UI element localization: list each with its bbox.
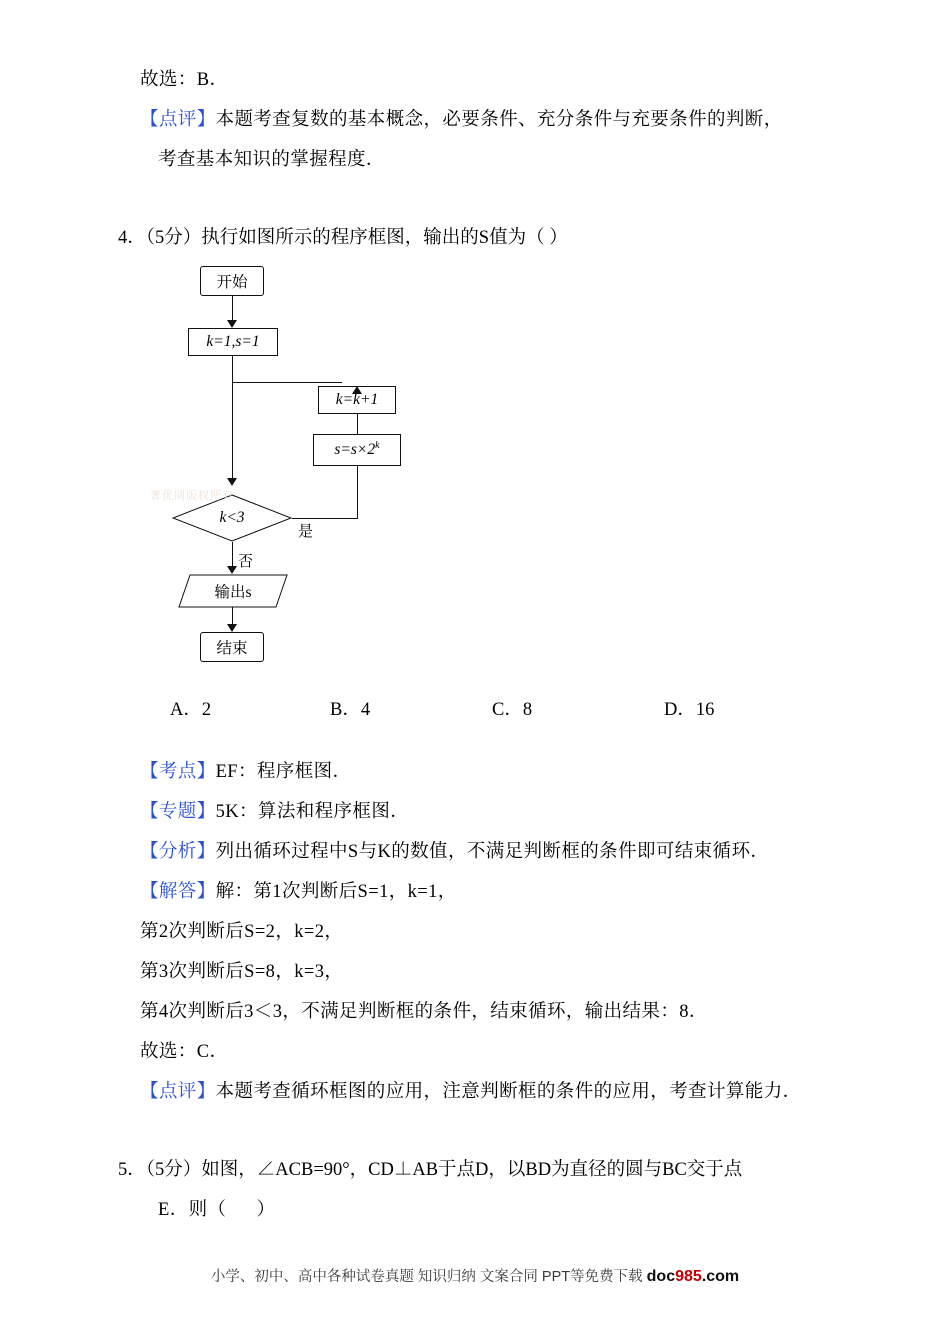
dianping-text: 本题考查循环框图的应用，注意判断框的条件的应用，考查计算能力． bbox=[215, 1082, 802, 1102]
flow-assign-exponent: k bbox=[375, 440, 380, 452]
flow-line-junction bbox=[232, 382, 342, 383]
comment-text-1: 本题考查复数的基本概念，必要条件、充分条件与充要条件的判断， bbox=[215, 110, 783, 130]
q4-choice-a[interactable]: A．2 bbox=[170, 700, 212, 720]
flow-no-label: 否 bbox=[238, 554, 254, 570]
prev-comment-line bbox=[140, 100, 810, 140]
q5-number: 5． bbox=[118, 1160, 146, 1180]
jieda-tag: 【解答】 bbox=[140, 882, 216, 902]
q4-jieda-line-2: 第2次判断后S=2，k=2， bbox=[140, 922, 344, 942]
q4-jieda-line-4: 第4次判断后3＜3，不满足判断框的条件，结束循环，输出结果：8． bbox=[140, 1002, 708, 1022]
gap-before-q5 bbox=[140, 1112, 810, 1150]
flow-output-wrap bbox=[178, 574, 288, 608]
footer-brand[interactable] bbox=[647, 1268, 740, 1285]
q4-fenxi-line bbox=[140, 832, 810, 872]
flow-arrow-up-inc bbox=[352, 386, 362, 394]
flow-yes-label: 是 bbox=[298, 524, 314, 540]
q4-kaodian-line bbox=[140, 752, 810, 792]
fenxi-text: 列出循环过程中S与K的数值，不满足判断框的条件即可结束循环． bbox=[215, 842, 770, 862]
q4-number: 4． bbox=[118, 228, 146, 248]
flow-assign-label: $s=s\times 2^k$ bbox=[334, 440, 380, 459]
dianping-tag: 【点评】 bbox=[140, 1082, 216, 1102]
zhuanti-text: 5K：算法和程序框图． bbox=[215, 802, 410, 822]
q4-choice-b[interactable]: B．4 bbox=[330, 700, 371, 720]
flow-output-label: 输出s bbox=[214, 584, 252, 601]
q4-stem-text: 执行如图所示的程序框图，输出的S值为（ ） bbox=[201, 228, 568, 248]
page-footer bbox=[0, 1265, 950, 1286]
fenxi-tag: 【分析】 bbox=[140, 842, 216, 862]
q4-jieda-line bbox=[140, 872, 810, 912]
q4-score: （5分） bbox=[145, 228, 202, 248]
q5-score: （5分） bbox=[145, 1160, 202, 1180]
jieda-text: 解：第1次判断后S=1，k=1， bbox=[215, 882, 457, 902]
footer-brand-doc: doc bbox=[646, 1268, 676, 1285]
footer-brand-com: .com bbox=[701, 1268, 740, 1285]
question-5-stem bbox=[118, 1150, 810, 1190]
flow-end-box: 结束 bbox=[200, 632, 264, 662]
flow-start-box: 开始 bbox=[200, 266, 264, 296]
flow-line-init-down bbox=[232, 356, 233, 382]
question-5-stem-line2: E．则（ ） bbox=[158, 1200, 276, 1220]
flow-arrow-3 bbox=[227, 566, 237, 574]
top-spacer-2 bbox=[140, 38, 810, 60]
prev-comment-line-2: 考查基本知识的掌握程度． bbox=[158, 150, 385, 170]
flow-init-box bbox=[188, 328, 278, 356]
q4-answer-line: 故选：C． bbox=[140, 1042, 229, 1062]
flow-increment-label: k=k+1 bbox=[335, 391, 379, 408]
prev-answer-line: 故选：B． bbox=[140, 70, 229, 90]
flowchart-q4 bbox=[170, 258, 590, 657]
flow-line-s-left bbox=[292, 518, 358, 519]
q4-zhuanti-line bbox=[140, 792, 810, 832]
q4-dianping-line bbox=[140, 1072, 810, 1112]
q4-choices bbox=[170, 690, 810, 730]
q4-choice-c[interactable]: C．8 bbox=[492, 700, 533, 720]
zhuanti-tag: 【专题】 bbox=[140, 802, 216, 822]
footer-brand-985: 985 bbox=[675, 1268, 702, 1285]
flow-arrow-2 bbox=[227, 478, 237, 486]
comment-tag: 【点评】 bbox=[140, 110, 216, 130]
question-4-stem bbox=[118, 218, 810, 258]
flow-output-para bbox=[178, 574, 288, 608]
q5-stem-text: 如图，∠ACB=90°，CD⊥AB于点D，以BD为直径的圆与BC交于点 bbox=[201, 1160, 743, 1180]
gap-after-choices bbox=[140, 730, 810, 752]
top-spacer bbox=[140, 0, 810, 38]
flow-arrow-1 bbox=[227, 320, 237, 328]
flow-assign-box bbox=[313, 434, 401, 466]
flow-line-s-down bbox=[357, 466, 358, 518]
flow-arrow-4 bbox=[227, 624, 237, 632]
watermark-text: 菁优网版权所有 bbox=[150, 490, 234, 502]
flow-decision-label: k<3 bbox=[219, 509, 245, 526]
kaodian-text: EF：程序框图． bbox=[215, 762, 352, 782]
flow-line-to-decision bbox=[232, 382, 233, 482]
q4-jieda-line-3: 第3次判断后S=8，k=3， bbox=[140, 962, 344, 982]
q4-choice-d[interactable]: D．16 bbox=[664, 700, 715, 720]
kaodian-tag: 【考点】 bbox=[140, 762, 216, 782]
flow-init-label: k=1,s=1 bbox=[206, 333, 260, 350]
footer-text: 小学、初中、高中各种试卷真题 知识归纳 文案合同 PPT等免费下载 bbox=[210, 1269, 647, 1285]
gap-before-q4 bbox=[140, 180, 810, 218]
